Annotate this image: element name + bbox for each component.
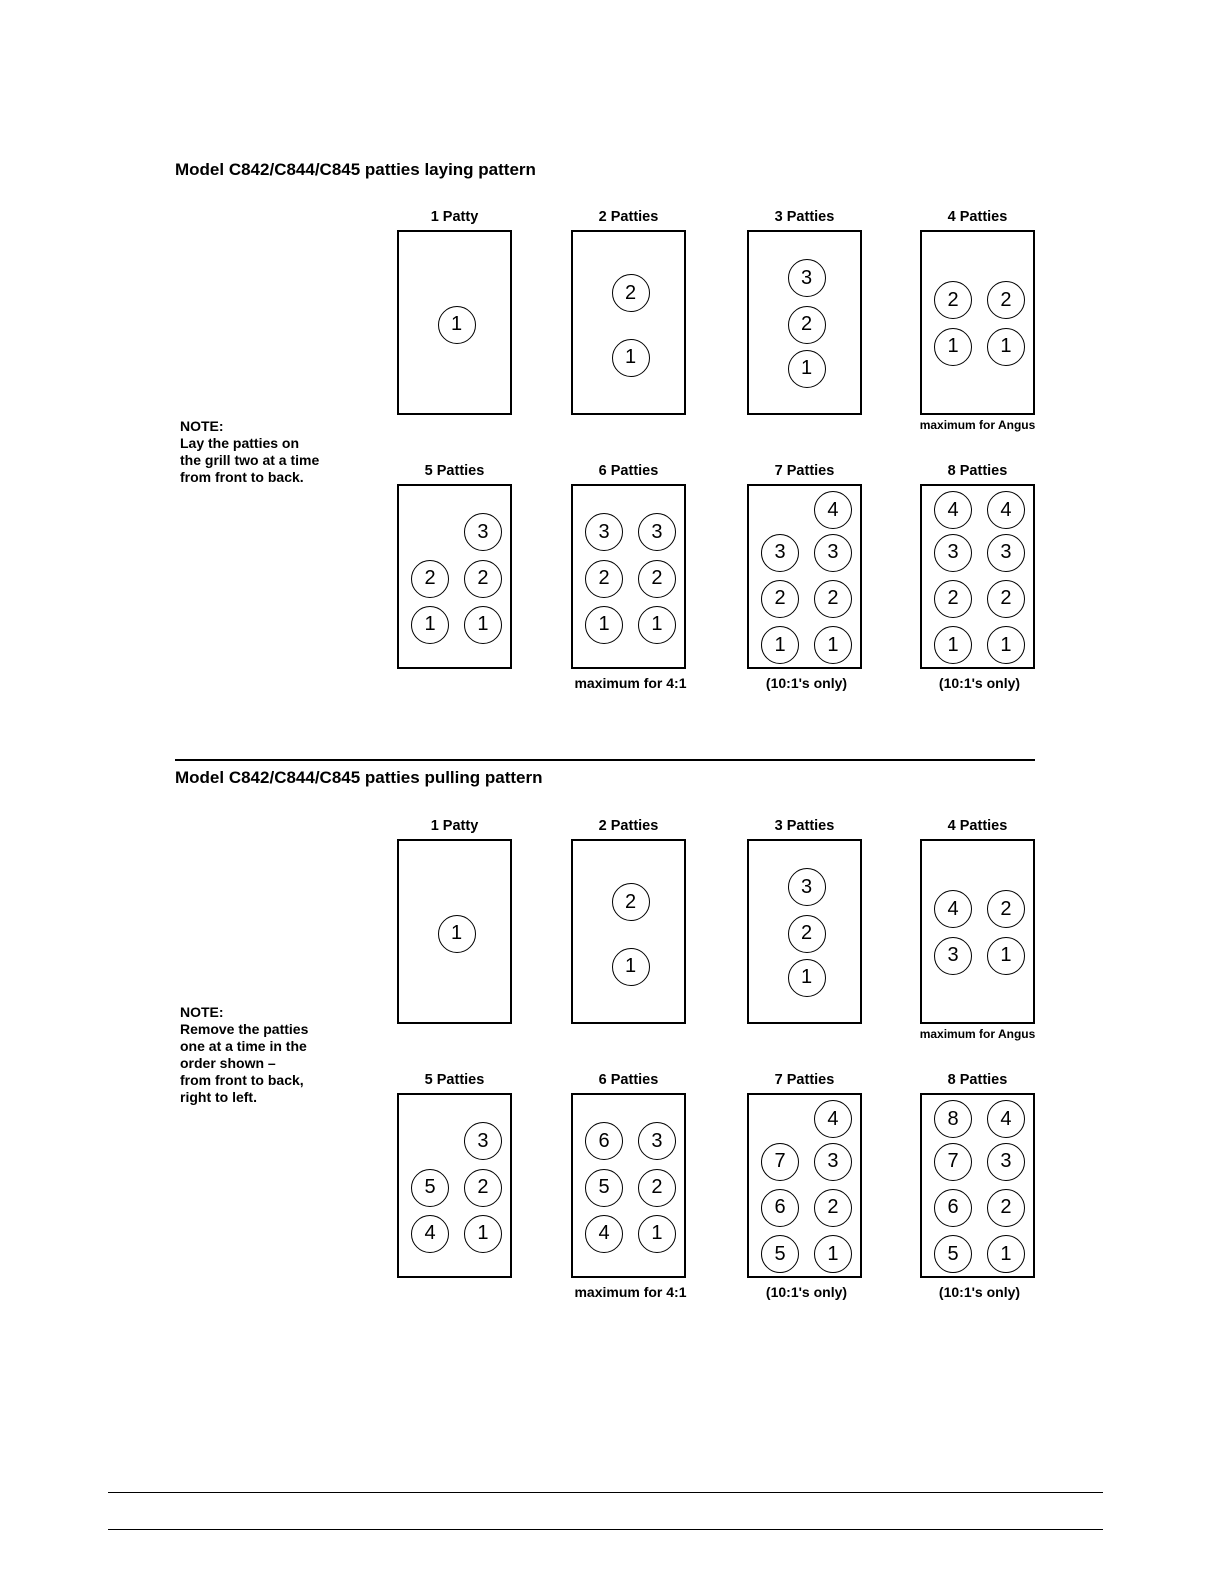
patty-marker: 2 xyxy=(934,281,972,319)
patty-marker: 2 xyxy=(585,560,623,598)
patty-marker: 2 xyxy=(934,580,972,618)
patty-marker: 6 xyxy=(934,1189,972,1227)
pulling-note-line: from front to back, xyxy=(180,1072,304,1088)
patty-marker: 1 xyxy=(814,1235,852,1273)
patty-marker: 2 xyxy=(987,1189,1025,1227)
pattern-label: 3 Patties xyxy=(774,209,835,225)
patty-marker: 2 xyxy=(761,580,799,618)
grill-box xyxy=(920,1093,1035,1278)
pattern-label: 4 Patties xyxy=(947,818,1008,834)
patty-marker: 1 xyxy=(638,1215,676,1253)
pattern-label: 8 Patties xyxy=(947,1072,1008,1088)
patty-marker: 5 xyxy=(761,1235,799,1273)
pattern-label: 5 Patties xyxy=(424,1072,485,1088)
pulling-note-line: Remove the patties xyxy=(180,1021,309,1037)
patty-marker: 2 xyxy=(612,274,650,312)
section-divider xyxy=(175,759,1035,761)
patty-marker: 4 xyxy=(814,1100,852,1138)
pattern-label: 5 Patties xyxy=(424,463,485,479)
patty-marker: 1 xyxy=(612,948,650,986)
pattern-label: 7 Patties xyxy=(774,1072,835,1088)
patty-marker: 1 xyxy=(464,1215,502,1253)
grill-box xyxy=(747,484,862,669)
patty-marker: 3 xyxy=(464,1122,502,1160)
patty-marker: 2 xyxy=(464,1169,502,1207)
patty-marker: 3 xyxy=(638,513,676,551)
pattern-note: (10:1's only) xyxy=(765,1284,848,1300)
patty-marker: 8 xyxy=(934,1100,972,1138)
footer-rule-bottom xyxy=(108,1529,1103,1530)
patty-marker: 3 xyxy=(934,937,972,975)
pulling-note-line: order shown – xyxy=(180,1055,276,1071)
grill-box xyxy=(920,839,1035,1024)
patty-marker: 7 xyxy=(761,1143,799,1181)
pattern-label: 6 Patties xyxy=(598,1072,659,1088)
pattern-note: (10:1's only) xyxy=(938,1284,1021,1300)
patty-marker: 4 xyxy=(934,890,972,928)
pattern-note: maximum for 4:1 xyxy=(574,675,687,691)
laying-section-title: Model C842/C844/C845 patties laying pattern xyxy=(175,160,536,179)
grill-box xyxy=(571,230,686,415)
patty-marker: 5 xyxy=(585,1169,623,1207)
pattern-note: maximum for Angus xyxy=(919,1027,1036,1041)
patty-marker: 1 xyxy=(934,626,972,664)
patty-marker: 1 xyxy=(987,328,1025,366)
patty-marker: 1 xyxy=(934,328,972,366)
patty-marker: 2 xyxy=(612,883,650,921)
footer-rule-top xyxy=(108,1492,1103,1493)
pulling-note-heading: NOTE: xyxy=(180,1004,224,1020)
patty-marker: 2 xyxy=(464,560,502,598)
pattern-label: 1 Patty xyxy=(430,818,479,834)
patty-marker: 3 xyxy=(788,868,826,906)
grill-box xyxy=(571,484,686,669)
patty-marker: 4 xyxy=(411,1215,449,1253)
pulling-note-line: one at a time in the xyxy=(180,1038,307,1054)
patty-marker: 5 xyxy=(934,1235,972,1273)
pattern-label: 2 Patties xyxy=(598,209,659,225)
grill-box xyxy=(397,230,512,415)
patty-marker: 3 xyxy=(761,534,799,572)
patty-marker: 3 xyxy=(464,513,502,551)
pattern-label: 4 Patties xyxy=(947,209,1008,225)
patty-marker: 2 xyxy=(987,890,1025,928)
grill-box xyxy=(571,1093,686,1278)
patty-marker: 4 xyxy=(585,1215,623,1253)
grill-box xyxy=(397,1093,512,1278)
patty-marker: 2 xyxy=(987,281,1025,319)
patty-marker: 3 xyxy=(638,1122,676,1160)
laying-note-line: the grill two at a time xyxy=(180,452,320,468)
patty-marker: 1 xyxy=(464,606,502,644)
patty-marker: 3 xyxy=(585,513,623,551)
patty-marker: 6 xyxy=(585,1122,623,1160)
grill-box xyxy=(920,230,1035,415)
pattern-label: 6 Patties xyxy=(598,463,659,479)
patty-marker: 2 xyxy=(788,306,826,344)
patty-marker: 3 xyxy=(987,534,1025,572)
pattern-label: 8 Patties xyxy=(947,463,1008,479)
patty-marker: 1 xyxy=(585,606,623,644)
laying-note-line: Lay the patties on xyxy=(180,435,300,451)
patty-marker: 1 xyxy=(788,959,826,997)
patty-marker: 1 xyxy=(638,606,676,644)
grill-box xyxy=(571,839,686,1024)
pulling-note xyxy=(180,1004,350,1106)
pulling-section-title: Model C842/C844/C845 patties pulling pattern xyxy=(175,768,543,787)
patty-marker: 2 xyxy=(814,1189,852,1227)
patty-marker: 1 xyxy=(987,1235,1025,1273)
pattern-label: 7 Patties xyxy=(774,463,835,479)
pattern-note: (10:1's only) xyxy=(938,675,1021,691)
patty-marker: 3 xyxy=(814,1143,852,1181)
pattern-label: 1 Patty xyxy=(430,209,479,225)
pattern-note: maximum for Angus xyxy=(919,418,1036,432)
patty-marker: 2 xyxy=(987,580,1025,618)
patty-marker: 3 xyxy=(987,1143,1025,1181)
patty-marker: 1 xyxy=(987,626,1025,664)
grill-box xyxy=(397,839,512,1024)
patty-marker: 2 xyxy=(638,560,676,598)
patty-marker: 7 xyxy=(934,1143,972,1181)
patty-marker: 2 xyxy=(814,580,852,618)
patty-marker: 1 xyxy=(438,915,476,953)
grill-box xyxy=(920,484,1035,669)
pulling-note-line: right to left. xyxy=(180,1089,257,1105)
patty-marker: 2 xyxy=(411,560,449,598)
laying-note xyxy=(180,418,350,486)
patty-marker: 1 xyxy=(788,350,826,388)
laying-note-heading: NOTE: xyxy=(180,418,224,434)
patty-marker: 2 xyxy=(788,915,826,953)
pattern-label: 2 Patties xyxy=(598,818,659,834)
patty-marker: 1 xyxy=(987,937,1025,975)
patty-marker: 4 xyxy=(934,491,972,529)
patty-marker: 4 xyxy=(987,491,1025,529)
grill-box xyxy=(397,484,512,669)
grill-box xyxy=(747,1093,862,1278)
patty-marker: 1 xyxy=(814,626,852,664)
patty-marker: 6 xyxy=(761,1189,799,1227)
patty-marker: 2 xyxy=(638,1169,676,1207)
grill-box xyxy=(747,230,862,415)
patty-marker: 1 xyxy=(438,306,476,344)
patty-marker: 4 xyxy=(814,491,852,529)
grill-box xyxy=(747,839,862,1024)
pattern-note: maximum for 4:1 xyxy=(574,1284,687,1300)
patty-marker: 3 xyxy=(788,259,826,297)
patty-marker: 1 xyxy=(411,606,449,644)
patty-marker: 4 xyxy=(987,1100,1025,1138)
laying-note-line: from front to back. xyxy=(180,469,304,485)
patty-marker: 1 xyxy=(761,626,799,664)
patty-marker: 3 xyxy=(934,534,972,572)
patty-marker: 5 xyxy=(411,1169,449,1207)
pattern-note: (10:1's only) xyxy=(765,675,848,691)
pattern-label: 3 Patties xyxy=(774,818,835,834)
patty-marker: 3 xyxy=(814,534,852,572)
patty-marker: 1 xyxy=(612,339,650,377)
